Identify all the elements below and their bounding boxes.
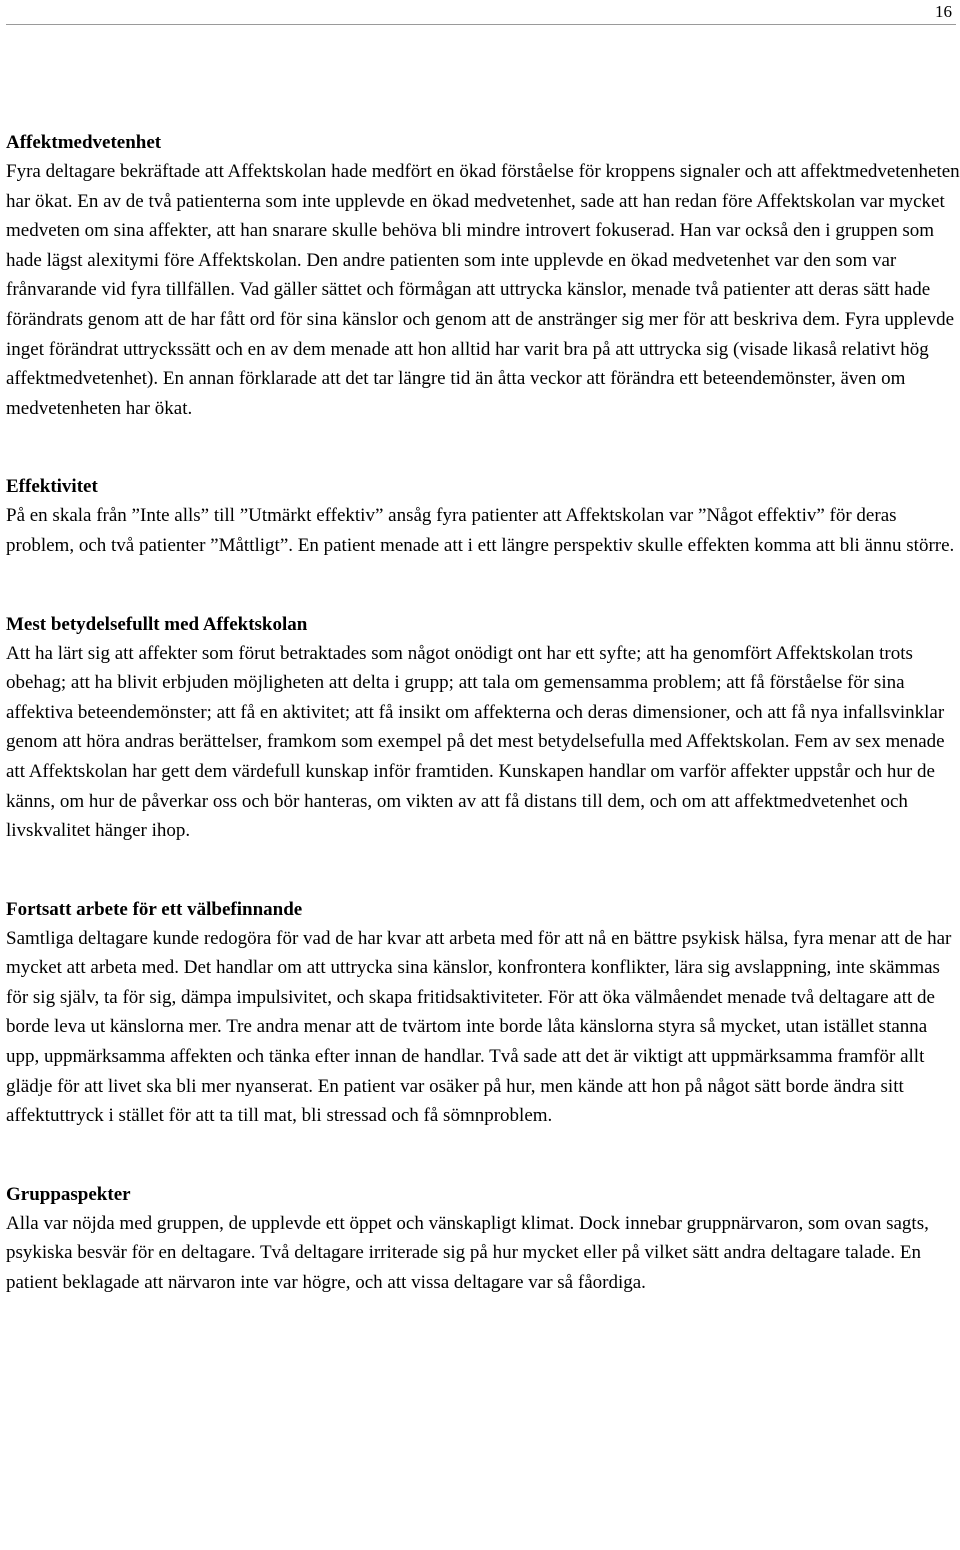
section-paragraph: Alla var nöjda med gruppen, de upplevde ett öppet och vänskapligt klimat. Dock innebar gruppnärvaron, som ovan sagts, psykiska besvär för en deltagare. Två deltagare irriterade sig på hur mycket eller på vilket sätt andra deltagare talade. En patient beklagade att närvaron inte var högre, och att vissa deltagare var så fåordiga. <box>6 1212 929 1294</box>
section-affektmedvetenhet <box>6 128 960 423</box>
section-heading: Fortsatt arbete för ett välbefinnande <box>6 898 303 920</box>
section-heading: Effektivitet <box>6 476 98 498</box>
section-paragraph: Fyra deltagare bekräftade att Affektskolan hade medfört en ökad förståelse för kroppens signaler och att affektmedvetenheten har ökat. En av de två patienterna som inte upplevde en ökad medvetenhet, sade att han redan före Affektskolan var mycket medveten om sina affekter, att han snarare skulle behöva bli mindre introvert fokuserad. Han var också den i gruppen som hade lägst alexitymi före Affektskolan. Den andre patienten som inte upplevde en ökad medvetenhet var den som var frånvarande vid fyra tillfällen. Vad gäller sättet och förmågan att uttrycka känslor, menade två patienter att deras sätt hade förändrats genom att de har fått ord för sina känslor och genom att de anstränger sig mer för att beskriva dem. Fyra upplevde inget förändrat uttryckssätt och en av dem menade att hon alltid har varit bra på att uttrycka sig (visade likaså relativt hög affektmedvetenhet). En annan förklarade att det tar längre tid än åtta veckor att förändra ett beteendemönster, även om medvetenheten har ökat. <box>6 161 960 419</box>
section-paragraph: På en skala från ”Inte alls” till ”Utmärkt effektiv” ansåg fyra patienter att Affektskolan var ”Något effektiv” för deras problem, och två patienter ”Måttligt”. En patient menade att i ett längre perspektiv skulle effekten komma att bli ännu större. <box>6 505 955 556</box>
section-gruppaspekter <box>6 1180 960 1298</box>
section-mest-betydelsefullt <box>6 610 960 846</box>
section-heading: Mest betydelsefullt med Affektskolan <box>6 613 308 635</box>
header-divider <box>6 24 956 25</box>
section-effektivitet <box>6 472 960 560</box>
section-fortsatt-arbete <box>6 895 960 1131</box>
section-heading: Affektmedvetenhet <box>6 132 162 153</box>
section-heading: Gruppaspekter <box>6 1183 131 1205</box>
document-body <box>6 128 960 1298</box>
page-number: 16 <box>935 2 952 21</box>
section-paragraph: Samtliga deltagare kunde redogöra för vad de har kvar att arbeta med för att nå en bättre psykisk hälsa, fyra menar att de har mycket att arbeta med. Det handlar om att uttrycka sina känslor, konfrontera konflikter, lära sig avslappning, inte skämmas för sig själv, ta för sig, dämpa impulsivitet, och skapa fritidsaktiviteter. För att öka välmåendet menade två deltagare att de borde leva ut känslorna mer. Tre andra menar att de tvärtom inte borde låta känslorna styra så mycket, utan istället stanna upp, uppmärksamma affekten och tänka efter innan de handlar. Två sade att det är viktigt att uppmärksamma framför allt glädje för att livet ska bli mer nyanserat. En patient var osäker på hur, men kände att hon på något sätt borde ändra sitt affektuttryck i stället för att ta till mat, bli stressad och få sömnproblem. <box>6 927 952 1127</box>
section-paragraph: Att ha lärt sig att affekter som förut betraktades som något onödigt ont har ett syfte; att ha genomfört Affektskolan trots obehag; att ha blivit erbjuden möjligheten att delta i grupp; att tala om gemensamma problem; att få förståelse för sina affektiva beteendemönster; att få en aktivitet; att få insikt om affekterna och deras dimensioner, och att få nya infallsvinklar genom att höra andras berättelser, framkom som exempel på det mest betydelsefulla med Affektskolan. Fem av sex menade att Affektskolan har gett dem värdefull kunskap inför framtiden. Kunskapen handlar om varför affekter uppstår och hur de känns, om hur de påverkar oss och bör hanteras, om vikten av att få distans till dem, och om att affektmedvetenhet och livskvalitet hänger ihop. <box>6 642 945 842</box>
